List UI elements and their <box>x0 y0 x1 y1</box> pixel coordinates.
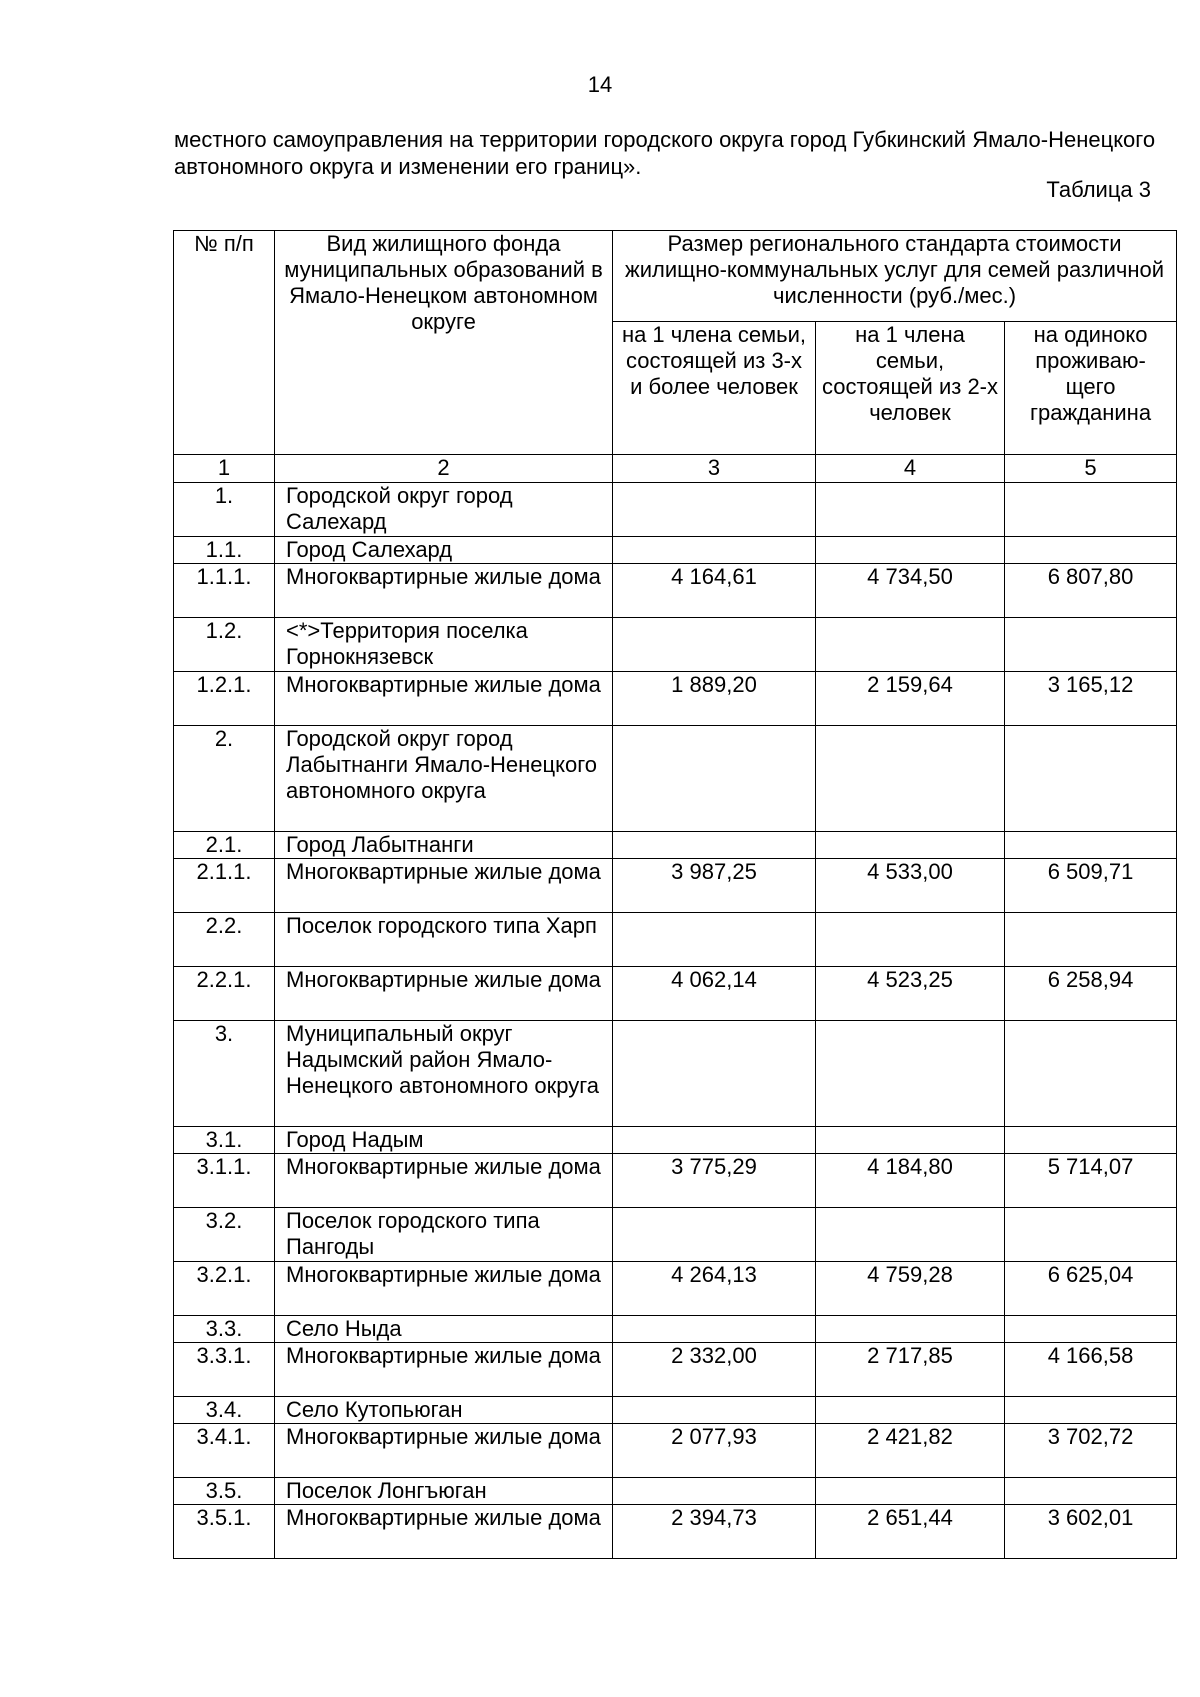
value-2persons-cell: 2 717,85 <box>816 1343 1005 1397</box>
value-2persons-cell <box>816 1127 1005 1154</box>
table-row <box>174 859 1177 913</box>
table-row <box>174 832 1177 859</box>
table-row <box>174 1505 1177 1559</box>
table-row <box>174 1478 1177 1505</box>
value-single-cell <box>1005 537 1177 564</box>
column-number-cell: 3 <box>613 455 816 483</box>
housing-name-cell: Муниципальный округ Надымский район Ямало-Ненецкого автономного округа <box>275 1021 613 1127</box>
header-col-number: № п/п <box>174 231 275 455</box>
header-row-top <box>174 231 1177 322</box>
housing-name-cell: Многоквартирные жилые дома <box>275 1505 613 1559</box>
value-2persons-cell <box>816 1478 1005 1505</box>
value-3plus-cell: 4 164,61 <box>613 564 816 618</box>
header-col-housing-type: Вид жилищного фонда муниципальных образований в Ямало-Ненецком автономном округе <box>275 231 613 455</box>
value-3plus-cell <box>613 1208 816 1262</box>
row-number-cell: 1.2. <box>174 618 275 672</box>
value-2persons-cell <box>816 1316 1005 1343</box>
value-single-cell: 3 602,01 <box>1005 1505 1177 1559</box>
value-2persons-cell: 4 734,50 <box>816 564 1005 618</box>
row-number-cell: 1.1. <box>174 537 275 564</box>
row-number-cell: 3.4.1. <box>174 1424 275 1478</box>
row-number-cell: 3.1. <box>174 1127 275 1154</box>
table-row <box>174 967 1177 1021</box>
value-single-cell: 6 807,80 <box>1005 564 1177 618</box>
row-number-cell: 1. <box>174 483 275 537</box>
value-3plus-cell <box>613 913 816 967</box>
value-single-cell: 6 258,94 <box>1005 967 1177 1021</box>
value-2persons-cell <box>816 726 1005 832</box>
value-3plus-cell: 1 889,20 <box>613 672 816 726</box>
value-2persons-cell <box>816 913 1005 967</box>
value-3plus-cell: 4 062,14 <box>613 967 816 1021</box>
column-number-cell: 5 <box>1005 455 1177 483</box>
row-number-cell: 2.1.1. <box>174 859 275 913</box>
table-row <box>174 1262 1177 1316</box>
housing-name-cell: Многоквартирные жилые дома <box>275 967 613 1021</box>
table-row <box>174 537 1177 564</box>
value-2persons-cell <box>816 618 1005 672</box>
header-sub-3plus: на 1 члена семьи, состоящей из 3-х и более человек <box>613 322 816 455</box>
value-3plus-cell <box>613 1127 816 1154</box>
table-row <box>174 564 1177 618</box>
value-single-cell <box>1005 1208 1177 1262</box>
value-3plus-cell <box>613 1316 816 1343</box>
housing-name-cell: Многоквартирные жилые дома <box>275 1154 613 1208</box>
page-number: 14 <box>587 72 613 97</box>
table-row <box>174 913 1177 967</box>
housing-name-cell: Многоквартирные жилые дома <box>275 564 613 618</box>
row-number-cell: 1.1.1. <box>174 564 275 618</box>
housing-name-cell: Город Салехард <box>275 537 613 564</box>
value-2persons-cell <box>816 1021 1005 1127</box>
row-number-cell: 3.5. <box>174 1478 275 1505</box>
value-single-cell <box>1005 1127 1177 1154</box>
value-single-cell <box>1005 726 1177 832</box>
housing-name-cell: Многоквартирные жилые дома <box>275 1343 613 1397</box>
value-3plus-cell: 2 332,00 <box>613 1343 816 1397</box>
row-number-cell: 3.3.1. <box>174 1343 275 1397</box>
table-row <box>174 1154 1177 1208</box>
housing-name-cell: Село Ныда <box>275 1316 613 1343</box>
value-single-cell <box>1005 1478 1177 1505</box>
table-row <box>174 483 1177 537</box>
value-3plus-cell: 2 394,73 <box>613 1505 816 1559</box>
header-group-standard: Размер регионального стандарта стоимости жилищно-коммунальных услуг для семей различной численности (руб./мес.) <box>613 231 1177 322</box>
row-number-cell: 1.2.1. <box>174 672 275 726</box>
value-3plus-cell <box>613 483 816 537</box>
value-single-cell: 5 714,07 <box>1005 1154 1177 1208</box>
value-3plus-cell <box>613 726 816 832</box>
value-2persons-cell <box>816 1208 1005 1262</box>
value-3plus-cell <box>613 537 816 564</box>
value-single-cell <box>1005 618 1177 672</box>
value-3plus-cell <box>613 618 816 672</box>
value-3plus-cell: 3 775,29 <box>613 1154 816 1208</box>
housing-name-cell: <*>Территория поселка Горнокнязевск <box>275 618 613 672</box>
row-number-cell: 3.5.1. <box>174 1505 275 1559</box>
value-2persons-cell: 4 523,25 <box>816 967 1005 1021</box>
housing-name-cell: Поселок Лонгъюган <box>275 1478 613 1505</box>
value-2persons-cell <box>816 832 1005 859</box>
table-row <box>174 1343 1177 1397</box>
row-number-cell: 3. <box>174 1021 275 1127</box>
row-number-cell: 2.2.1. <box>174 967 275 1021</box>
value-2persons-cell: 2 651,44 <box>816 1505 1005 1559</box>
value-single-cell <box>1005 1316 1177 1343</box>
value-2persons-cell: 4 533,00 <box>816 859 1005 913</box>
column-number-row <box>174 455 1177 483</box>
column-number-cell: 1 <box>174 455 275 483</box>
value-2persons-cell <box>816 537 1005 564</box>
housing-name-cell: Городской округ город Лабытнанги Ямало-Ненецкого автономного округа <box>275 726 613 832</box>
row-number-cell: 3.2. <box>174 1208 275 1262</box>
table-row <box>174 1397 1177 1424</box>
value-single-cell <box>1005 1021 1177 1127</box>
value-3plus-cell <box>613 1478 816 1505</box>
housing-name-cell: Поселок городского типа Пангоды <box>275 1208 613 1262</box>
tariff-table <box>173 230 1177 1559</box>
value-single-cell: 6 625,04 <box>1005 1262 1177 1316</box>
row-number-cell: 3.2.1. <box>174 1262 275 1316</box>
row-number-cell: 3.3. <box>174 1316 275 1343</box>
value-3plus-cell <box>613 832 816 859</box>
value-2persons-cell: 2 421,82 <box>816 1424 1005 1478</box>
housing-name-cell: Город Надым <box>275 1127 613 1154</box>
header-sub-2persons: на 1 члена семьи, состоящей из 2-х человек <box>816 322 1005 455</box>
row-number-cell: 2.2. <box>174 913 275 967</box>
value-single-cell <box>1005 832 1177 859</box>
value-3plus-cell <box>613 1021 816 1127</box>
table-row <box>174 1021 1177 1127</box>
value-single-cell: 3 702,72 <box>1005 1424 1177 1478</box>
table-row <box>174 672 1177 726</box>
value-3plus-cell: 4 264,13 <box>613 1262 816 1316</box>
value-single-cell: 6 509,71 <box>1005 859 1177 913</box>
housing-name-cell: Город Лабытнанги <box>275 832 613 859</box>
value-2persons-cell <box>816 483 1005 537</box>
column-number-cell: 2 <box>275 455 613 483</box>
value-single-cell: 4 166,58 <box>1005 1343 1177 1397</box>
value-2persons-cell: 4 184,80 <box>816 1154 1005 1208</box>
value-single-cell <box>1005 1397 1177 1424</box>
table-row <box>174 1316 1177 1343</box>
value-2persons-cell: 4 759,28 <box>816 1262 1005 1316</box>
housing-name-cell: Село Кутопьюган <box>275 1397 613 1424</box>
housing-name-cell: Городской округ город Салехард <box>275 483 613 537</box>
row-number-cell: 2. <box>174 726 275 832</box>
value-2persons-cell: 2 159,64 <box>816 672 1005 726</box>
table-row <box>174 1127 1177 1154</box>
row-number-cell: 3.4. <box>174 1397 275 1424</box>
table-row <box>174 618 1177 672</box>
housing-name-cell: Многоквартирные жилые дома <box>275 1262 613 1316</box>
table-row <box>174 726 1177 832</box>
housing-name-cell: Многоквартирные жилые дома <box>275 672 613 726</box>
value-3plus-cell <box>613 1397 816 1424</box>
housing-name-cell: Многоквартирные жилые дома <box>275 859 613 913</box>
column-number-cell: 4 <box>816 455 1005 483</box>
table-caption: Таблица 3 <box>1046 177 1151 202</box>
header-sub-single: на одиноко проживаю-щего гражданина <box>1005 322 1177 455</box>
housing-name-cell: Поселок городского типа Харп <box>275 913 613 967</box>
value-single-cell <box>1005 483 1177 537</box>
value-single-cell: 3 165,12 <box>1005 672 1177 726</box>
intro-paragraph: местного самоуправления на территории городского округа город Губкинский Ямало-Ненецкого автономного округа и изменении его границ». <box>174 127 1156 179</box>
value-2persons-cell <box>816 1397 1005 1424</box>
table-row <box>174 1208 1177 1262</box>
value-single-cell <box>1005 913 1177 967</box>
row-number-cell: 3.1.1. <box>174 1154 275 1208</box>
housing-name-cell: Многоквартирные жилые дома <box>275 1424 613 1478</box>
value-3plus-cell: 2 077,93 <box>613 1424 816 1478</box>
value-3plus-cell: 3 987,25 <box>613 859 816 913</box>
table-row <box>174 1424 1177 1478</box>
row-number-cell: 2.1. <box>174 832 275 859</box>
